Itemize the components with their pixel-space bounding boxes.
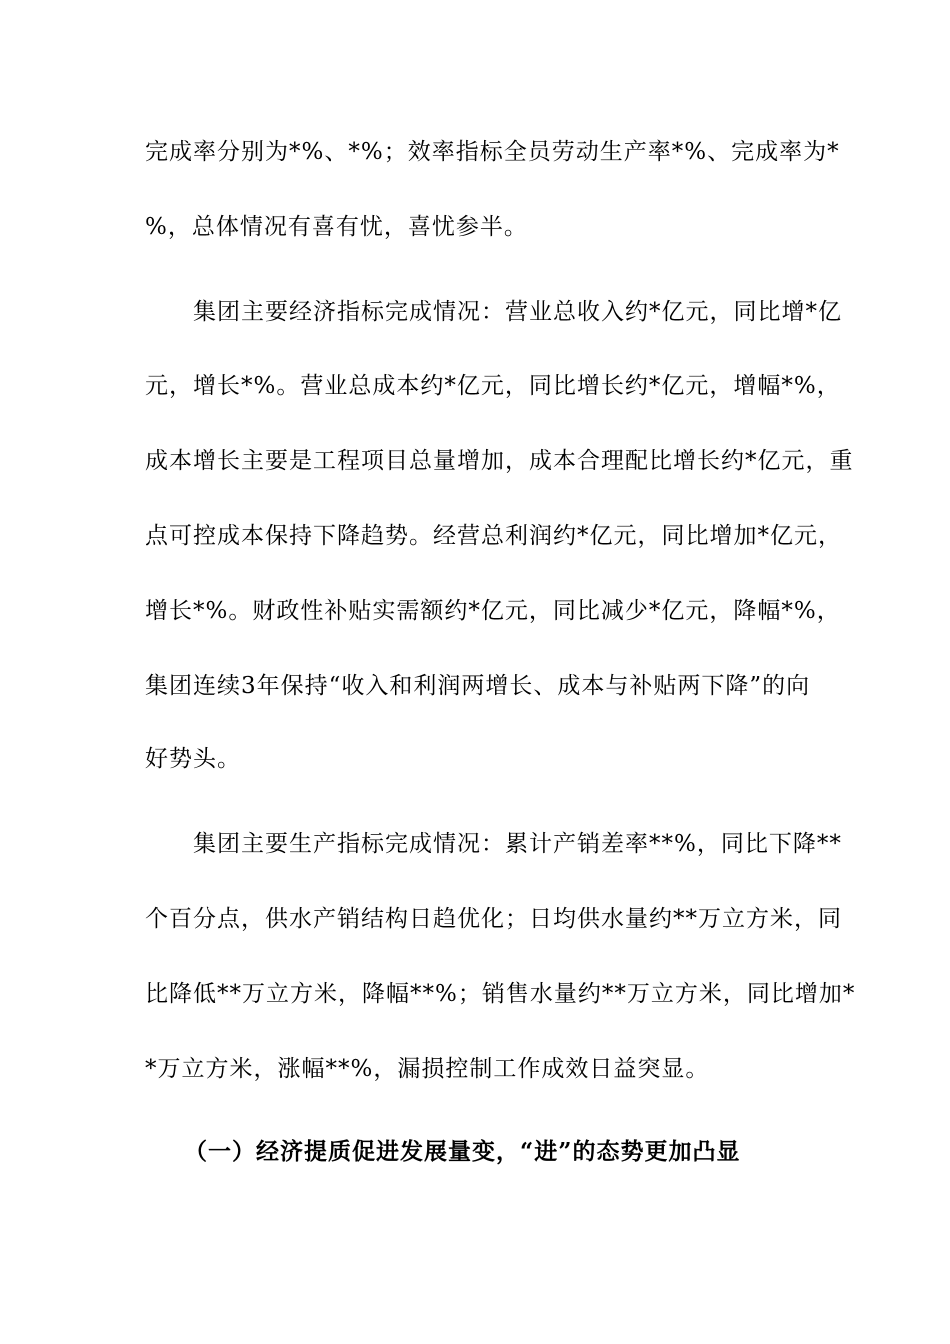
paragraph-1-line-1: 完成率分别为*%、*%；效率指标全员劳动生产率*%、完成率为*	[145, 139, 840, 165]
paragraph-1-line-2: %，总体情况有喜有忧，喜忧参半。	[145, 214, 528, 240]
paragraph-2-line-7: 好势头。	[145, 746, 241, 772]
paragraph-2-line-2: 元，增长*%。营业总成本约*亿元，同比增长约*亿元，增幅*%，	[145, 373, 841, 399]
paragraph-3-line-1: 集团主要生产指标完成情况：累计产销差率**%，同比下降**	[145, 831, 842, 857]
paragraph-3-line-2: 个百分点，供水产销结构日趋优化；日均供水量约**万立方米，同	[145, 906, 842, 932]
paragraph-2-line-4: 点可控成本保持下降趋势。经营总利润约*亿元，同比增加*亿元，	[145, 523, 842, 549]
paragraph-2-line-1: 集团主要经济指标完成情况：营业总收入约*亿元，同比增*亿	[145, 299, 842, 325]
section-heading: （一）经济提质促进发展量变，“进”的态势更加凸显	[184, 1138, 741, 1165]
paragraph-2-line-6: 集团连续3年保持“收入和利润两增长、成本与补贴两下降”的向	[145, 673, 811, 699]
paragraph-2-line-3: 成本增长主要是工程项目总量增加，成本合理配比增长约*亿元，重	[145, 448, 854, 474]
paragraph-3-line-3: 比降低**万立方米，降幅**%；销售水量约**万立方米，同比增加*	[145, 981, 856, 1007]
paragraph-3-line-4: *万立方米，涨幅**%，漏损控制工作成效日益突显。	[145, 1056, 710, 1082]
paragraph-2-line-5: 增长*%。财政性补贴实需额约*亿元，同比减少*亿元，降幅*%，	[145, 598, 841, 624]
